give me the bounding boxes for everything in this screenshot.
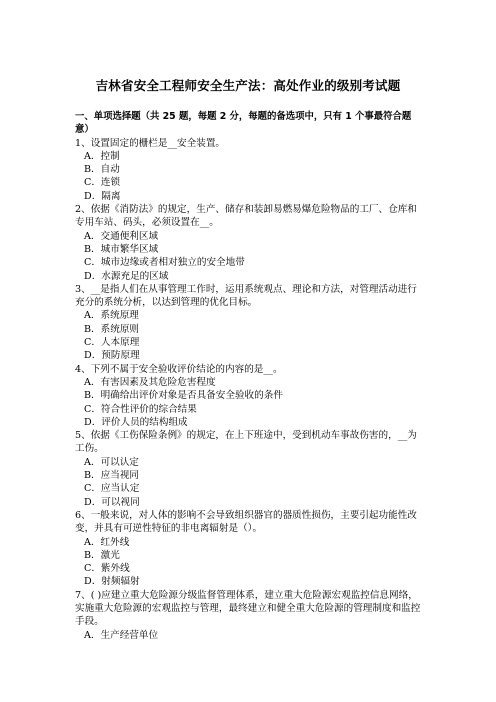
answer-option: A．可以认定: [84, 456, 139, 468]
answer-option: D．预防原理: [84, 350, 140, 362]
answer-option: D．射频辐射: [84, 576, 140, 588]
answer-option: A．生产经营单位: [84, 629, 159, 641]
answer-option: D．可以视同: [84, 496, 140, 508]
answer-option: C．连锁: [84, 177, 121, 189]
question-text: 2、依据《消防法》的规定，生产、储存和装卸易燃易爆危险物品的工厂、仓库和专用车站、码头，必须设置在__。: [75, 204, 417, 229]
section-heading: 一、单项选择题（共 25 题，每题 2 分，每题的备选项中，只有 1 个事最符合题意）: [75, 111, 412, 136]
answer-option: B．应当视同: [84, 470, 140, 482]
answer-option: D．隔离: [84, 190, 121, 202]
question-text: 4、下列不属于安全验收评价结论的内容的是__。: [75, 363, 283, 375]
answer-option: B．自动: [84, 164, 120, 176]
document-body: [75, 110, 423, 642]
question-text: 7、( )应建立重大危险源分级监督管理体系，建立重大危险源宏观监控信息网络，实施重大危险源的宏观监控与管理，最终建立和健全重大危险源的管理制度和监控手段。: [75, 589, 421, 628]
question-text: 5、依据《工伤保险条例》的规定，在上下班途中，受到机动车事故伤害的，__为工伤。: [75, 430, 417, 455]
answer-option: A．交通便利区域: [84, 230, 159, 242]
question-text: 3、__是指人们在从事管理工作时，运用系统观点、理论和方法，对管理活动进行充分的系统分析，以达到管理的优化目标。: [75, 283, 417, 309]
question-text: 6、一般来说，对人体的影响不会导致组织器官的器质性损伤，主要引起功能性改变，并具有可逆性特征的非电离辐射是（）。: [75, 509, 417, 535]
answer-option: A．系统原理: [84, 310, 139, 322]
answer-option: B．城市繁华区域: [84, 243, 159, 255]
answer-option: C．应当认定: [84, 483, 140, 495]
answer-option: A．红外线: [84, 536, 130, 548]
answer-option: B．激光: [84, 549, 120, 561]
answer-option: B．明确给出评价对象是否具备安全验收的条件: [84, 390, 283, 402]
answer-option: D．评价人员的结构组成: [84, 416, 188, 428]
page-title: 吉林省安全工程师安全生产法：高处作业的级别考试题: [95, 78, 401, 93]
answer-option: B．系统原则: [84, 323, 140, 335]
question-text: 1、设置固定的栅栏是__安全装置。: [75, 137, 226, 149]
answer-option: D．水源充足的区域: [84, 270, 169, 282]
answer-option: A．有害因素及其危险危害程度: [84, 376, 216, 388]
answer-option: A．控制: [84, 150, 120, 162]
answer-option: C．符合性评价的综合结果: [84, 403, 197, 415]
answer-option: C．人本原理: [84, 337, 140, 349]
answer-option: C．城市边缘或者相对独立的安全地带: [84, 257, 245, 269]
question-list: [75, 137, 423, 642]
answer-option: C．紫外线: [84, 563, 130, 575]
